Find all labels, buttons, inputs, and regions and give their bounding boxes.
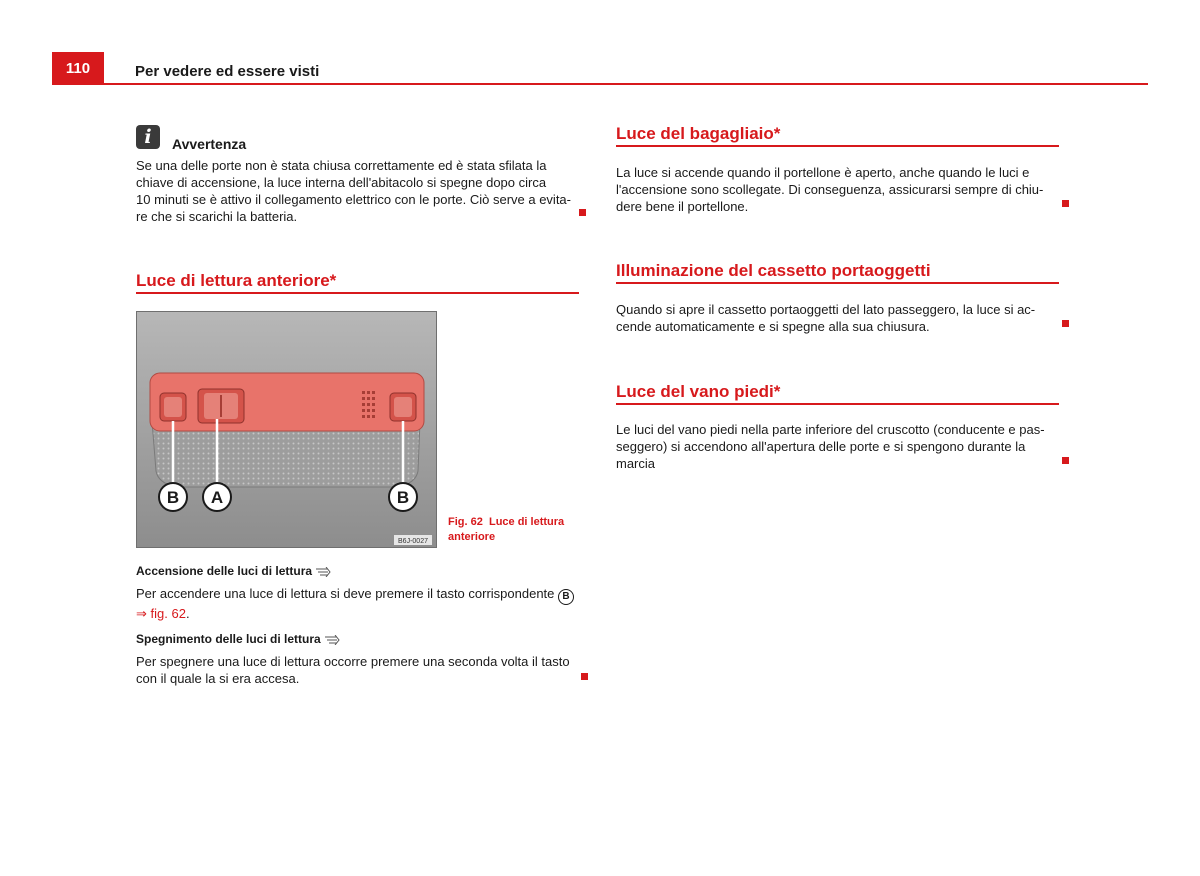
highlight-arrow-icon	[324, 635, 340, 645]
glovebox-rule	[616, 282, 1059, 284]
figure-label-b-left: B	[166, 488, 180, 507]
section-end-mark	[1062, 200, 1069, 207]
warning-line: Se una delle porte non è stata chiusa correttamente ed è stata sfilata la	[136, 158, 547, 173]
fig-ref-end: .	[185, 606, 190, 621]
glovebox-text	[616, 301, 1066, 335]
off-line: Per spegnere una luce di lettura occorre premere una seconda volta il tasto	[136, 654, 570, 669]
trunk-title: Luce del bagagliaio*	[616, 124, 781, 143]
figure-caption	[448, 515, 578, 545]
footwell-line: seggero) si accendono all'apertura delle porte e si spengono durante la	[616, 439, 1026, 454]
section-end-mark	[581, 673, 588, 680]
footwell-title: Luce del vano piedi*	[616, 382, 781, 401]
off-heading: Spegnimento delle luci di lettura	[136, 632, 340, 646]
trunk-text	[616, 164, 1066, 215]
footwell-rule	[616, 403, 1059, 405]
figure-label-a: A	[210, 488, 224, 507]
header-title: Per vedere ed essere visti	[135, 63, 320, 80]
section-end-mark	[1062, 457, 1069, 464]
off-text	[136, 653, 586, 687]
figure-label-b-right: B	[396, 488, 410, 507]
figure-caption-line1: Luce di lettura	[488, 516, 565, 528]
on-heading: Accensione delle luci di lettura	[136, 564, 331, 578]
warning-line: chiave di accensione, la luce interna dell'abitacolo si spegne dopo circa	[136, 175, 547, 190]
info-icon: i	[136, 125, 160, 149]
trunk-line: dere bene il portellone.	[616, 199, 749, 214]
glovebox-line: cende automaticamente e si spegne alla sua chiusura.	[616, 319, 930, 334]
on-text	[136, 585, 586, 622]
footwell-text	[616, 421, 1066, 472]
section-end-mark	[579, 209, 586, 216]
section-end-mark	[1062, 320, 1069, 327]
fig-ref-arrow: ⇒	[136, 606, 147, 621]
trunk-rule	[616, 145, 1059, 147]
header-rule	[52, 83, 1148, 85]
figure-caption-prefix: Fig. 62	[448, 516, 483, 528]
page-number: 110	[52, 52, 104, 84]
trunk-line: La luce si accende quando il portellone è aperto, anche quando le luci e	[616, 165, 1030, 180]
warning-line: re che si scarichi la batteria.	[136, 209, 298, 224]
reading-light-title: Luce di lettura anteriore*	[136, 271, 337, 290]
warning-title: Avvertenza	[172, 136, 247, 152]
warning-text	[136, 157, 586, 225]
button-b-badge: B	[558, 589, 574, 605]
on-text-line1: Per accendere una luce di lettura si deve premere il tasto corrispondente	[136, 586, 555, 601]
glovebox-title: Illuminazione del cassetto portaoggetti	[616, 261, 931, 280]
glovebox-line: Quando si apre il cassetto portaoggetti del lato passeggero, la luce si ac-	[616, 302, 1036, 317]
figure-caption-line2: anteriore	[448, 531, 496, 543]
reading-light-rule	[136, 292, 579, 294]
highlight-arrow-icon	[315, 567, 331, 577]
off-line: con il quale la si era accesa.	[136, 671, 300, 686]
footwell-line: marcia	[616, 456, 656, 471]
fig-ref-link[interactable]: fig. 62	[150, 606, 186, 621]
trunk-line: l'accensione sono scollegate. Di conseguenza, assicurarsi sempre di chiu-	[616, 182, 1044, 197]
warning-line: 10 minuti se è attivo il collegamento elettrico con le porte. Ciò serve a evita-	[136, 192, 571, 207]
figure-code: B6J-0027	[398, 538, 428, 545]
reading-light-figure	[136, 311, 437, 548]
footwell-line: Le luci del vano piedi nella parte inferiore del cruscotto (conducente e pas-	[616, 422, 1045, 437]
